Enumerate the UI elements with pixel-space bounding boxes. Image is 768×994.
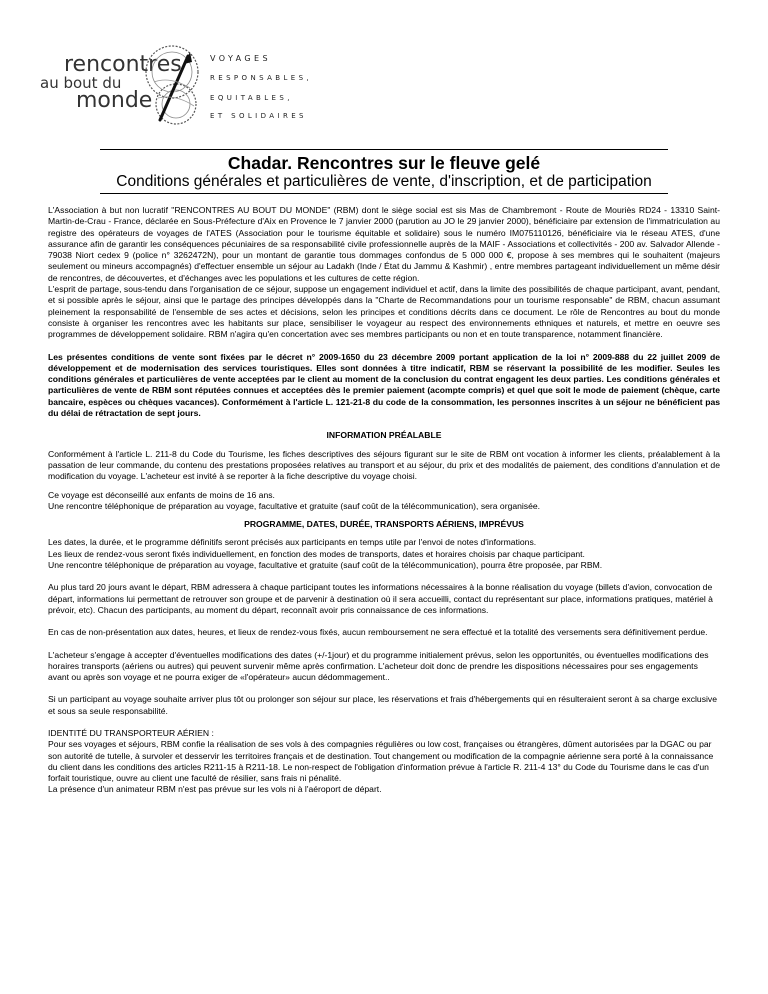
intro-paragraph: L'Association à but non lucratif "RENCONTRES AU BOUT DU MONDE" (RBM) dont le siège social est sis Mas de Chambremont - Route de Mouriès RD24 - 13310 Saint-Martin-de-Crau - France, déclarée en Sous-Préfecture d'Aix en Provence le 7 janvier 2000 (parution au JO le 29 janvier 2000), bénéficiaire par extension de l'immatriculation au registre des opérateurs de voyages de l'ATES (Association pour le tourisme équitable et solidaire) sous le numéro IM075110126, bénéficiaire via le réseau ATES, d'une assurance afin de garantir les conséquences pécuniaires de sa responsabilité civile professionnelle auprès de la MAIF - Associations et collectivités - 200 av. Salvador Allende - 79038 Niort cedex 9 (police n° 3262472N), pour un montant de garantie tous dommages confondus de 5 000 000 €, propose à ses membres qui le souhaitent (majeurs seulement ou mineurs accompagnés) d'effectuer ensemble un séjour au Ladakh (Inde / État du Jammu & Kashmir) , entre membres partageant individuellement un même désir de rencontres, de découvertes, et d'échanges avec les populations et les cultures de cette région. — [48, 205, 720, 283]
programme-paragraph-changes: L'acheteur s'engage à accepter d'éventuelles modifications des dates (+/-1jour) et du programme initialement prévus, selon les opportunités, ou éventuelles modifications des horaires transports (aériens ou autres) qui peuvent survenir même après confirmation. L'acheteur doit donc de prendre les dispositions nécessaires pour ses engagements avant ou après son voyage et ne pourra exiger de «l'opérateur» aucun dédommagement.. — [48, 649, 709, 683]
logo-word-rencontres: rencontres — [64, 52, 182, 77]
section-heading-information: INFORMATION PRÉALABLE — [326, 430, 442, 441]
info-paragraph: Conformément à l'article L. 211-8 du Code du Tourisme, les fiches descriptives des séjours figurant sur le site de RBM ont vocation à informer les clients, préalablement à la passation de leur commande, du contenu des prestations proposées relatives au transport et au séjour, du prix et des modalités de paiement, des conditions d'annulation et de modification du voyage. L'acheteur est invité à se reporter à la fiche descriptive du voyage choisi. — [48, 448, 720, 482]
page-title: Chadar. Rencontres sur le fleuve gelé — [227, 153, 541, 173]
info-line-age: Ce voyage est déconseillé aux enfants de moins de 16 ans. — [48, 489, 275, 500]
programme-line-places: Les lieux de rendez-vous seront fixés individuellement, en fonction des modes de transports, dates et horaires choisis par chaque participant. — [48, 548, 585, 559]
legal-paragraph: Les présentes conditions de vente sont fixées par le décret n° 2009-1650 du 23 décembre 2009 portant application de la loi n° 2009-888 du 22 juillet 2009 de développement et de modernisation des services touristiques. Elles sont données à titre indicatif, RBM se réservant la possibilité de les modifier. Seules les conditions générales et particulières de vente acceptées par le client au moment de la conclusion du contrat engagent les deux parties. Les conditions générales et particulières de vente de RBM sont réputées connues et acceptées dès le premier paiement (acompte compris) et quel que soit le mode de paiement (chèque, carte bancaire, espèces ou chèques vacances). Conformément à l'article L. 121-21-8 du code de la consommation, les personnes inscrites à un séjour ne bénéficient pas du délai de rétractation de sept jours. — [48, 351, 720, 419]
intro-paragraph-2: L'esprit de partage, sous-tendu dans l'organisation de ce séjour, suppose un engagement individuel et actif, dans la limite des possibilités de chaque participant, avant, pendant, et si possible après le séjour, ainsi que le partage des principes développés dans la "Charte de Recommandations pour un tourisme responsable" de RBM, chacun assumant pleinement la responsabilité de l'ensemble de ses actes et décisions, selon les principes et conditions décrits dans ce document. Le rôle de Rencontres au bout du monde consiste à organiser les rencontres avec les habitants sur place, sensibiliser le voyageur au respect des environnements ethniques et naturels, et mettre en oeuvre ses programmes de développement solidaire. RBM n'agira qu'en concertation avec ses membres participants ou non et en toute transparence, notamment financière. — [48, 284, 720, 340]
logo-tagline-responsables: RESPONSABLES, — [210, 74, 313, 82]
programme-paragraph-noshow: En cas de non-présentation aux dates, heures, et lieux de rendez-vous fixés, aucun remboursement ne sera effectué et la totalité des versements sera définitivement perdue. — [48, 627, 708, 638]
programme-line-phone: Une rencontre téléphonique de préparation au voyage, facultative et gratuite (sauf coût de la télécommunication), pourra être proposée, par RBM. — [48, 560, 603, 571]
document-body — [48, 205, 720, 796]
programme-line-dates: Les dates, la durée, et le programme définitifs seront précisés aux participants en temps utile par l'envoi de notes d'informations. — [48, 537, 537, 548]
logo-word-monde: monde — [76, 88, 153, 113]
air-carrier-heading: IDENTITÉ DU TRANSPORTEUR AÉRIEN : — [48, 727, 214, 738]
logo-tagline-voyages: VOYAGES — [210, 54, 271, 63]
section-heading-programme: PROGRAMME, DATES, DURÉE, TRANSPORTS AÉRIENS, IMPRÉVUS — [244, 519, 524, 530]
title-rule-bottom — [100, 193, 668, 194]
programme-paragraph-extension: Si un participant au voyage souhaite arriver plus tôt ou prolonger son séjour sur place, les réservations et frais d'hébergements qui en résulteraient seront à sa charge exclusive et sous sa seule responsabilité. — [48, 694, 717, 716]
compass-emblem-icon — [140, 42, 208, 130]
air-carrier-paragraph: Pour ses voyages et séjours, RBM confie la réalisation de ses vols à des compagnies régulières ou low cost, françaises ou étrangères, dûment autorisées par la DGAC ou par son autorité de tutelle, à survoler et desservir les territoires français et de destination. Tout changement ou modification de la compagnie aérienne sera porté à la connaissance du client dans les conditions des articles R211-15 à R211-18. Le non-respect de l'obligation d'information prévue à l'article R. 211-4 13° du Code du Tourisme dans le cas d'un forfait touristique, ouvre au client une faculté de résilier, sans frais ni pénalité. — [48, 739, 714, 784]
title-rule-top — [100, 149, 668, 150]
page-subtitle: Conditions générales et particulières de vente, d'inscription, et de participation — [116, 173, 652, 190]
logo-tagline-equitables: EQUITABLES, — [210, 94, 293, 102]
info-line-phone: Une rencontre téléphonique de préparation au voyage, facultative et gratuite (sauf coût de la télécommunication), sera organisée. — [48, 500, 541, 511]
logo-word-au-bout-du: au bout du — [40, 74, 122, 92]
air-carrier-note: La présence d'un animateur RBM n'est pas prévue sur les vols ni à l'aéroport de départ. — [48, 784, 382, 795]
programme-paragraph-info: Au plus tard 20 jours avant le départ, RBM adressera à chaque participant toutes les informations nécessaires à la bonne réalisation du voyage (billets d'avion, convocation de départ, informations lui permettant de retrouver son groupe et de parvenir à destination où il sera accueilli, contact du représentant sur place, informations pratiques, matériel à prévoir, etc). Chacun des participants, au moment du départ, reconnaît avoir pris connaissance de ces informations. — [48, 582, 713, 615]
logo-tagline-solidaires: ET SOLIDAIRES — [210, 112, 307, 120]
logo — [40, 40, 313, 130]
